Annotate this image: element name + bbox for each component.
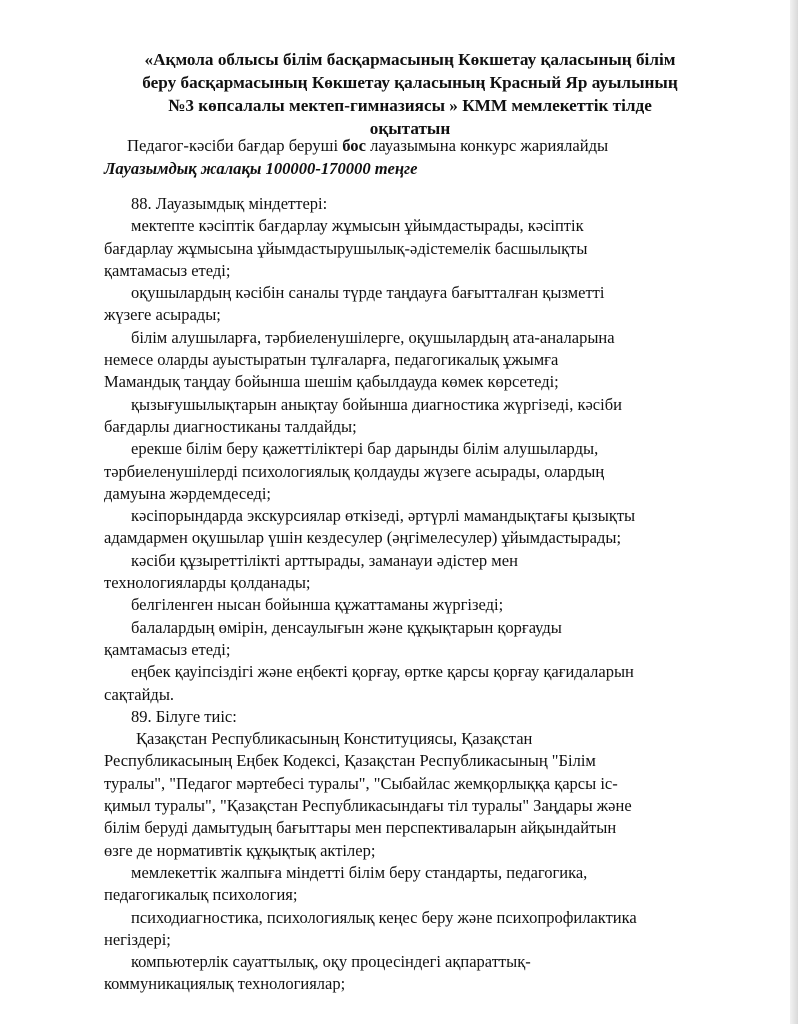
- body-line: оқушылардың кәсібін саналы түрде таңдауға бағытталған қызметті: [131, 283, 605, 303]
- body-line: психодиагностика, психологиялық кеңес беру және психопрофилактика: [131, 907, 637, 927]
- body-line: өзге де нормативтік құқықтық актілер;: [104, 840, 376, 860]
- body-line: негіздері;: [104, 929, 171, 949]
- body-line: бағдарлы диагностиканы талдайды;: [104, 416, 357, 436]
- vacancy-announcement: [127, 135, 608, 157]
- title-line: №3 көпсалалы мектеп-гимназиясы » КММ мемлекеттік тілде: [168, 96, 652, 115]
- title-line: оқытатын: [369, 119, 451, 138]
- body-line: кәсіби құзыреттілікті арттырады, заманауи әдістер мен: [131, 550, 518, 570]
- body-line: бағдарлау жұмысына ұйымдастырушылық-әдістемелік басшылықты: [104, 238, 588, 258]
- body-line: кәсіпорындарда экскурсиялар өткізеді, әртүрлі мамандықтағы қызықты: [131, 506, 636, 526]
- salary-line: Лауазымдық жалақы 100000-170000 теңге: [104, 159, 418, 178]
- page-edge-shadow: [790, 0, 798, 1024]
- body-line: жүзеге асырады;: [104, 305, 221, 325]
- body-line: қамтамасыз етеді;: [104, 260, 231, 280]
- body-line: белгіленген нысан бойынша құжаттаманы жүргізеді;: [131, 595, 504, 615]
- body-line: еңбек қауіпсіздігі және еңбекті қорғау, өртке қарсы қорғау қағидаларын: [131, 662, 634, 682]
- body-line: тәрбиеленушілерді психологиялық қолдауды жүзеге асырады, олардың: [104, 461, 605, 481]
- document-body: [104, 193, 724, 996]
- body-line: 88. Лауазымдық міндеттері:: [131, 194, 328, 213]
- body-line: мектепте кәсіптік бағдарлау жұмысын ұйымдастырады, кәсіптік: [131, 216, 584, 236]
- document-title: [90, 48, 730, 140]
- body-line: білім беруді дамытудың бағыттары мен перспективаларын айқындайтын: [104, 818, 617, 838]
- body-line: Республикасының Еңбек Кодексі, Қазақстан Республикасының "Білім: [104, 751, 596, 771]
- body-line: туралы", "Педагог мәртебесі туралы", "Сыбайлас жемқорлыққа қарсы іс-: [104, 773, 618, 793]
- body-line: ерекше білім беру қажеттіліктері бар дарынды білім алушыларды,: [131, 439, 599, 459]
- body-line: Мамандық таңдау бойынша шешім қабылдауда көмек көрсетеді;: [104, 372, 559, 392]
- body-line: сақтайды.: [104, 684, 175, 704]
- body-line: педагогикалық психология;: [104, 885, 298, 905]
- title-line: «Ақмола облысы білім басқармасының Көкшетау қаласының білім: [144, 50, 676, 69]
- body-line: балалардың өмірін, денсаулығын және құқықтарын қорғауды: [131, 617, 562, 637]
- body-line: компьютерлік сауаттылық, оқу процесіндегі ақпараттық-: [131, 952, 531, 972]
- body-line: коммуникациялық технологиялар;: [104, 974, 346, 994]
- body-line: қамтамасыз етеді;: [104, 639, 231, 659]
- announcement-emphasis: бос: [342, 136, 366, 155]
- body-line: немесе оларды ауыстыратын тұлғаларға, педагогикалық ұжымға: [104, 350, 559, 370]
- body-line: білім алушыларға, тәрбиеленушілерге, оқушылардың ата-аналарына: [131, 327, 615, 347]
- announcement-prefix: Педагог-кәсіби бағдар беруші: [127, 136, 343, 155]
- body-line: дамуына жәрдемдеседі;: [104, 483, 272, 503]
- body-line: мемлекеттік жалпыға міндетті білім беру стандарты, педагогика,: [131, 862, 588, 882]
- body-line: 89. Білуге тиіс:: [131, 706, 237, 726]
- body-line: қызығушылықтарын анықтау бойынша диагностика жүргізеді, кәсіби: [131, 394, 622, 414]
- body-line: технологияларды қолданады;: [104, 573, 311, 593]
- body-line: Қазақстан Республикасының Конституциясы, Қазақстан: [136, 729, 533, 749]
- body-line: қимыл туралы", "Қазақстан Республикасындағы тіл туралы" Заңдары және: [104, 796, 632, 816]
- body-line: адамдармен оқушылар үшін кездесулер (әңгімелесулер) ұйымдастырады;: [104, 528, 622, 548]
- title-line: беру басқармасының Көкшетау қаласының Красный Яр ауылының: [142, 73, 678, 92]
- announcement-suffix: лауазымына конкурс жариялайды: [365, 136, 609, 155]
